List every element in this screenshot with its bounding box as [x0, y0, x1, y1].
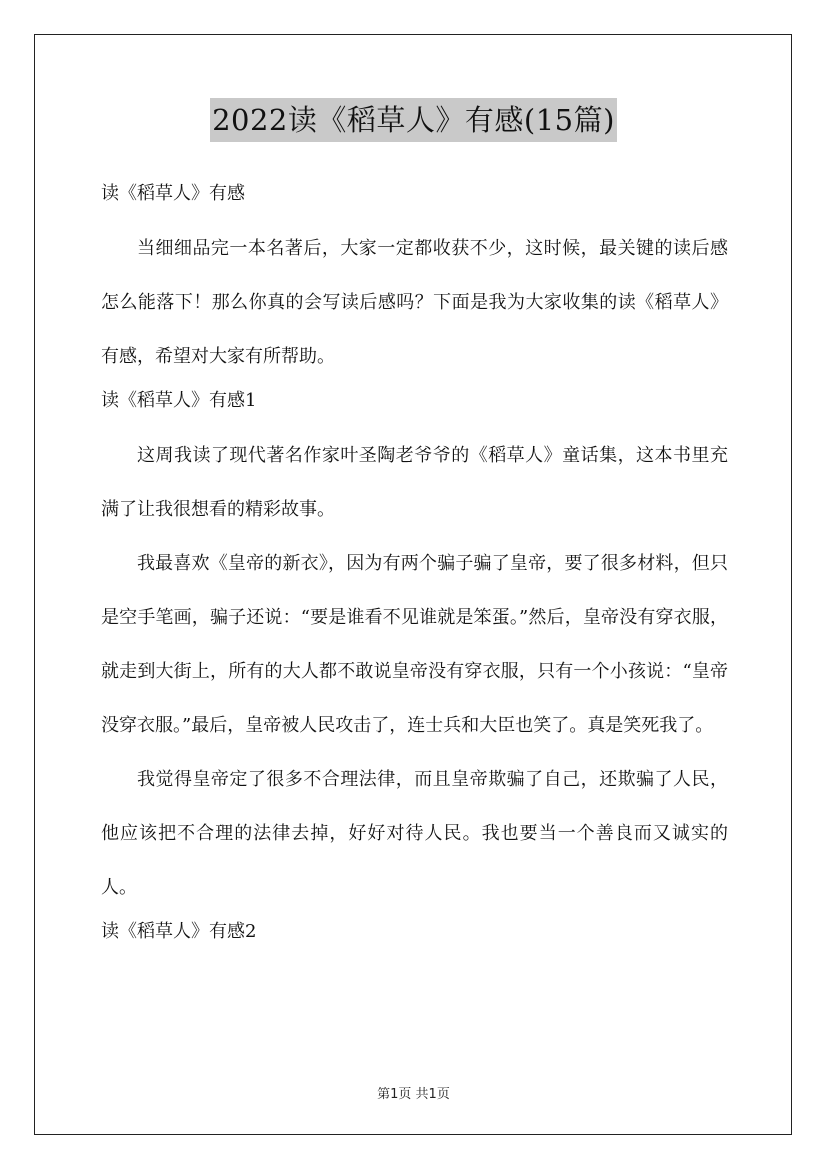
- section-heading-2: 读《稻草人》有感2: [101, 921, 257, 942]
- page-footer: 第1页 共1页: [377, 1087, 450, 1102]
- document-title: 2022读《稻草人》有感(15篇): [210, 98, 617, 142]
- section-heading-1: 读《稻草人》有感1: [101, 390, 257, 411]
- essay1-paragraph-3: 我觉得皇帝定了很多不合理法律，而且皇帝欺骗了自己，还欺骗了人民，他应该把不合理的法律去掉，好好对待人民。我也要当一个善良而又诚实的人。: [101, 769, 728, 898]
- document-body: [101, 175, 728, 968]
- essay1-paragraph-2: 我最喜欢《皇帝的新衣》，因为有两个骗子骗了皇帝，要了很多材料，但只是空手笔画，骗子还说：“要是谁看不见谁就是笨蛋。”然后，皇帝没有穿衣服，就走到大街上，所有的大人都不敢说皇帝没有穿衣服，只有一个小孩说：“皇帝没穿衣服。”最后，皇帝被人民攻击了，连士兵和大臣也笑了。真是笑死我了。: [101, 553, 728, 736]
- intro-paragraph: 当细细品完一本名著后，大家一定都收获不少，这时候，最关键的读后感怎么能落下！那么你真的会写读后感吗？下面是我为大家收集的读《稻草人》有感，希望对大家有所帮助。: [101, 238, 728, 367]
- essay1-paragraph-1: 这周我读了现代著名作家叶圣陶老爷爷的《稻草人》童话集，这本书里充满了让我很想看的精彩故事。: [101, 445, 728, 520]
- title-container: [0, 98, 827, 142]
- section-heading-intro: 读《稻草人》有感: [101, 183, 245, 204]
